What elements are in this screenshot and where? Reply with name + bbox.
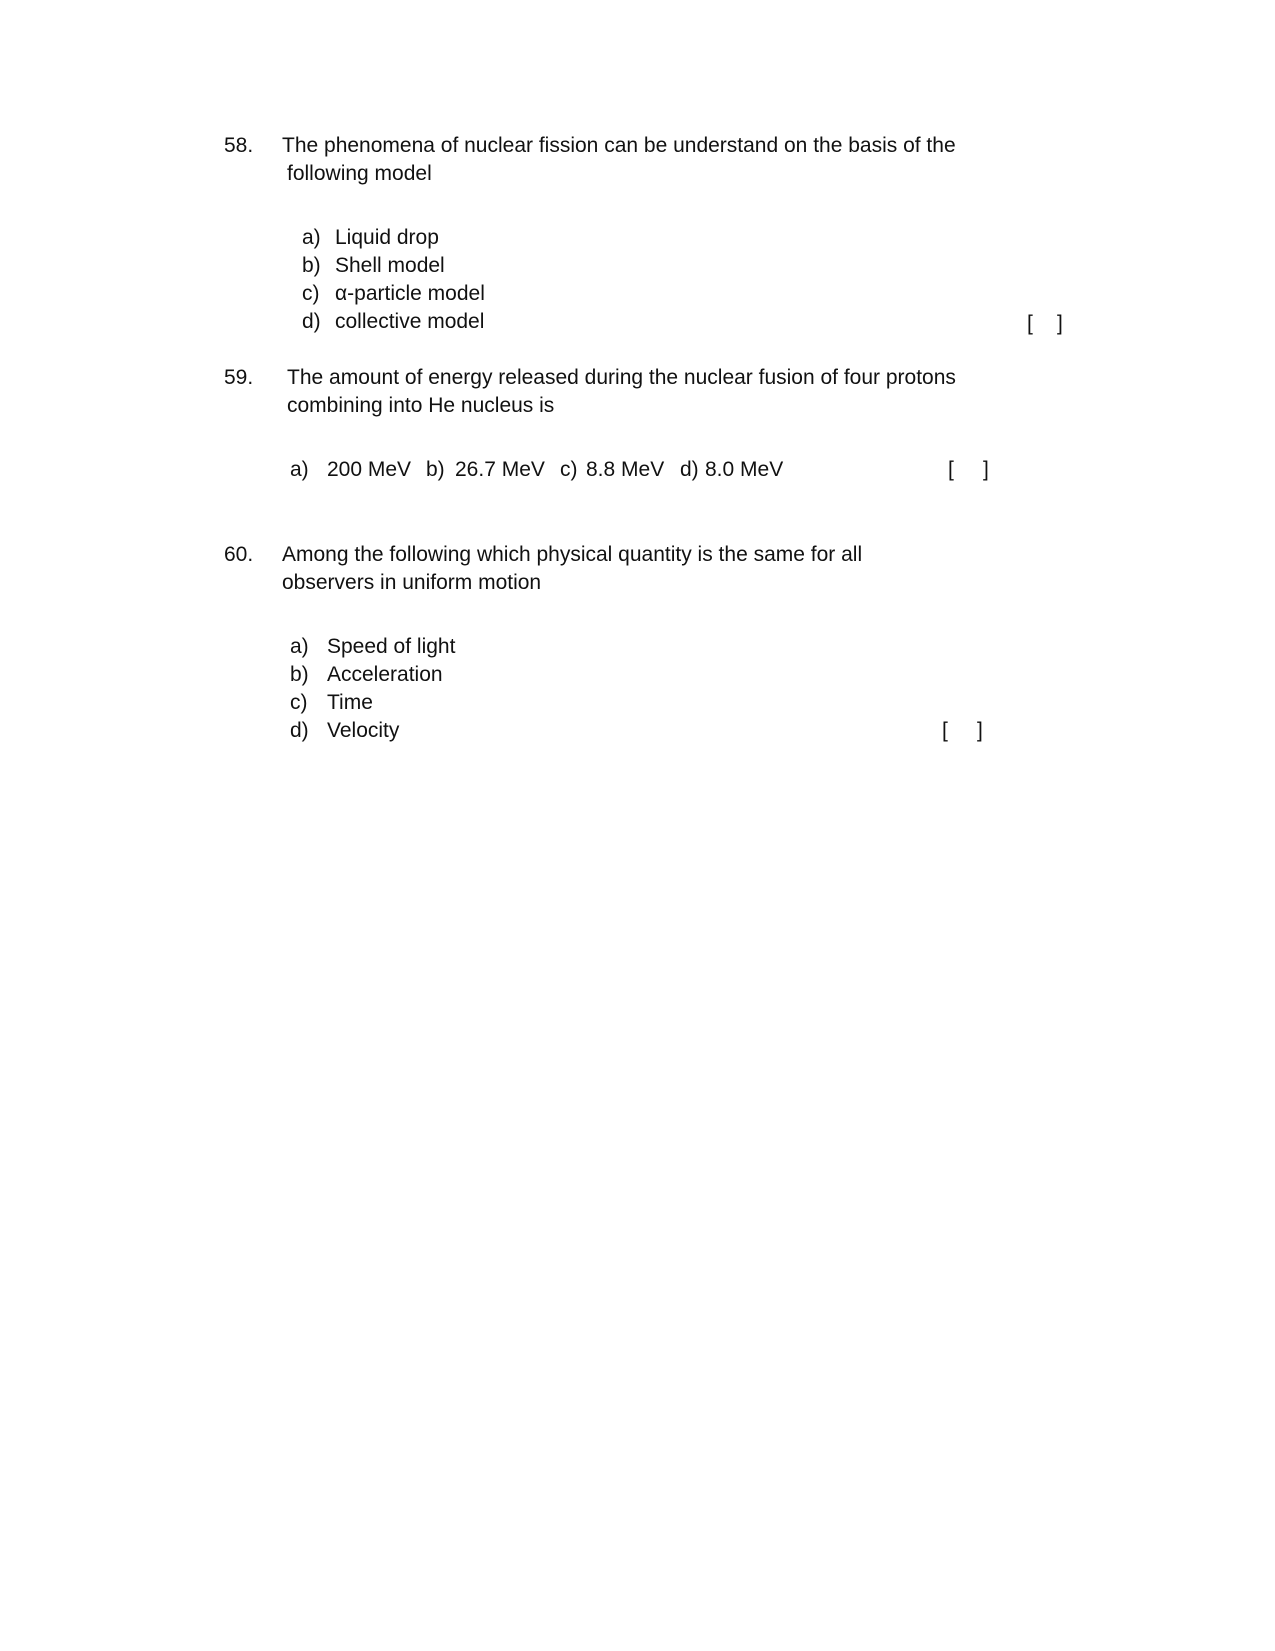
- option-text: 200 MeV: [327, 458, 412, 481]
- question-text-line1: The phenomena of nuclear fission can be understand on the basis of the: [282, 134, 956, 157]
- question-text-line2: combining into He nucleus is: [287, 394, 555, 417]
- option-text: 8.0 MeV: [705, 458, 784, 481]
- answer-bracket-open: [: [948, 458, 954, 481]
- option-text: Velocity: [327, 719, 400, 742]
- answer-bracket-close: ]: [1057, 312, 1063, 335]
- option-text: Liquid drop: [335, 226, 439, 249]
- option-label: b): [302, 254, 321, 277]
- option-text: Speed of light: [327, 635, 456, 658]
- option-label: d): [680, 458, 699, 481]
- option-label: d): [290, 719, 309, 742]
- option-label: b): [426, 458, 445, 481]
- question-text-line2: following model: [287, 162, 432, 185]
- question-text-line1: The amount of energy released during the nuclear fusion of four protons: [287, 366, 956, 389]
- option-text: collective model: [335, 310, 485, 333]
- question-number: 60.: [224, 543, 254, 566]
- option-text: Shell model: [335, 254, 445, 277]
- option-label: b): [290, 663, 309, 686]
- question-number: 58.: [224, 134, 254, 157]
- option-text: Acceleration: [327, 663, 443, 686]
- option-label: c): [560, 458, 578, 481]
- answer-bracket-open: [: [942, 719, 948, 742]
- option-label: c): [302, 282, 320, 305]
- option-text: 8.8 MeV: [586, 458, 665, 481]
- option-text: α-particle model: [335, 282, 485, 305]
- option-label: c): [290, 691, 308, 714]
- answer-bracket-close: ]: [983, 458, 989, 481]
- answer-bracket-close: ]: [977, 719, 983, 742]
- question-text-line2: observers in uniform motion: [282, 571, 542, 594]
- answer-bracket-open: [: [1027, 312, 1033, 335]
- option-text: Time: [327, 691, 373, 714]
- option-text: 26.7 MeV: [455, 458, 545, 481]
- option-label: a): [302, 226, 321, 249]
- option-label: a): [290, 635, 309, 658]
- option-label: a): [290, 458, 309, 481]
- question-text-line1: Among the following which physical quantity is the same for all: [282, 543, 863, 566]
- option-label: d): [302, 310, 321, 333]
- question-number: 59.: [224, 366, 254, 389]
